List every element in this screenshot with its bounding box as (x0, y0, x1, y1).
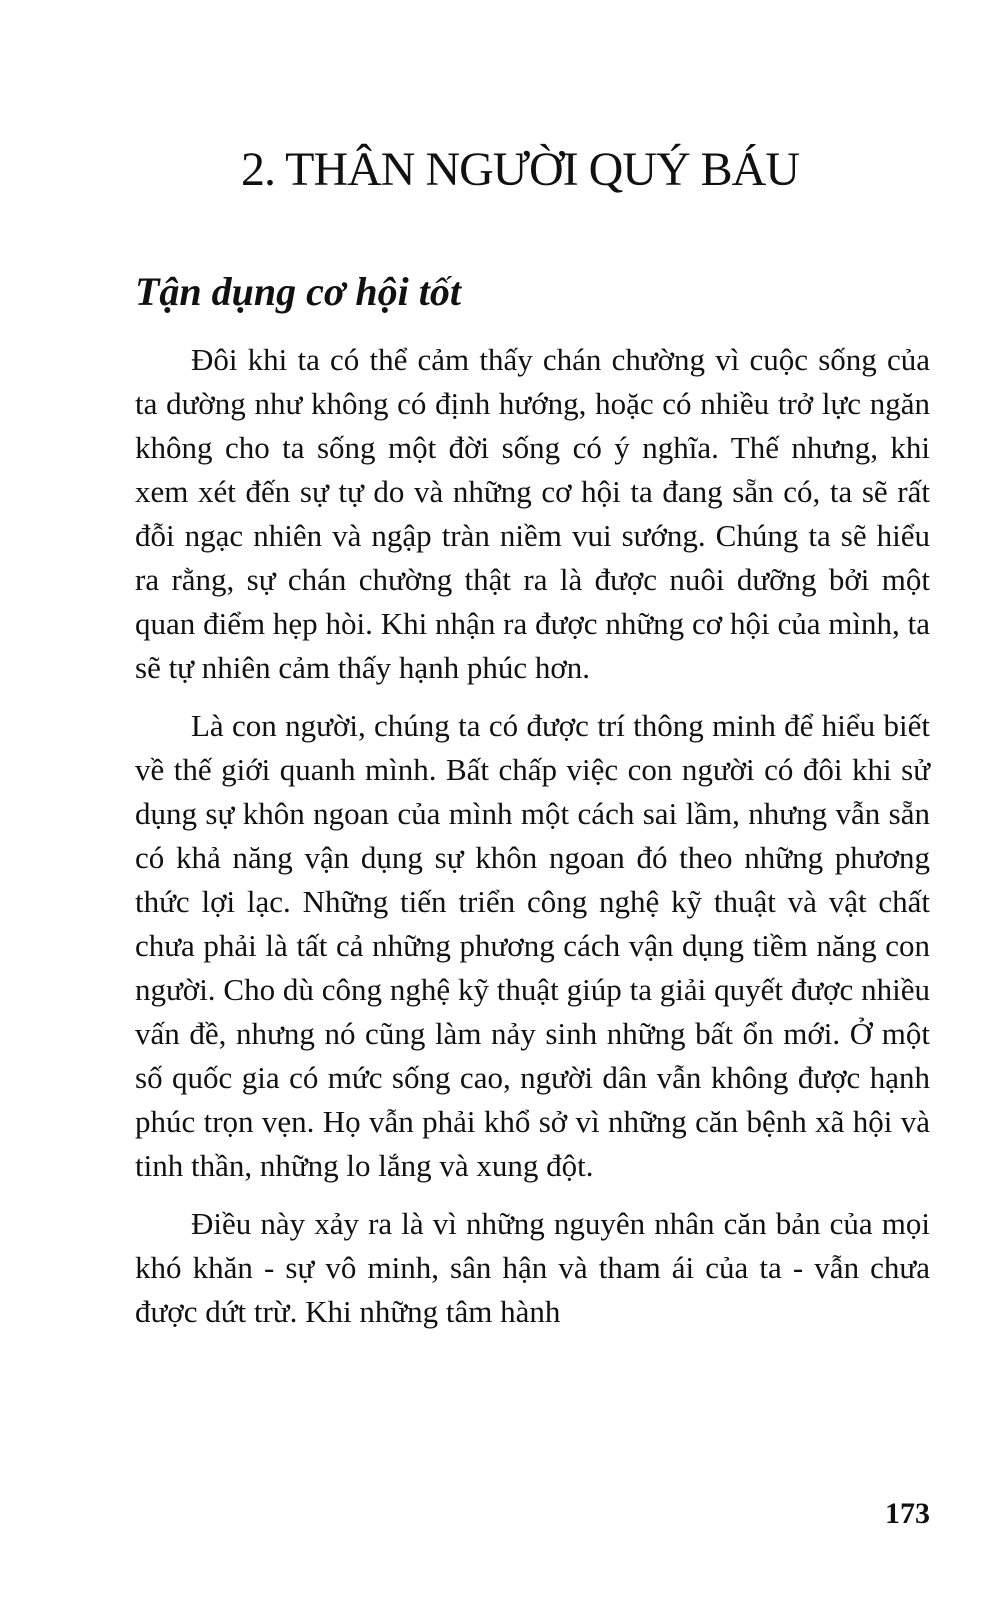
chapter-title: 2. THÂN NGƯỜI QUÝ BÁU (241, 143, 799, 196)
paragraph: Đôi khi ta có thể cảm thấy chán chường vì cuộc sống của ta dường như không có định hướng, hoặc có nhiều trở lực ngăn không cho ta sống một đời sống có ý nghĩa. Thế nhưng, khi xem xét đến sự tự do và những cơ hội ta đang sẵn có, ta sẽ rất đỗi ngạc nhiên và ngập tràn niềm vui sướng. Chúng ta sẽ hiểu ra rằng, sự chán chường thật ra là được nuôi dưỡng bởi một quan điểm hẹp hòi. Khi nhận ra được những cơ hội của mình, ta sẽ tự nhiên cảm thấy hạnh phúc hơn. (135, 342, 930, 685)
section-title: Tận dụng cơ hội tốt (135, 269, 461, 314)
page-number: 173 (885, 1497, 930, 1530)
paragraph: Điều này xảy ra là vì những nguyên nhân căn bản của mọi khó khăn - sự vô minh, sân hận và tham ái của ta - vẫn chưa được dứt trừ. Khi những tâm hành (135, 1206, 930, 1329)
body-text (135, 338, 930, 1348)
paragraph: Là con người, chúng ta có được trí thông minh để hiểu biết về thế giới quanh mình. Bất chấp việc con người có đôi khi sử dụng sự khôn ngoan của mình một cách sai lầm, nhưng vẫn sẵn có khả năng vận dụng sự khôn ngoan đó theo những phương thức lợi lạc. Những tiến triển công nghệ kỹ thuật và vật chất chưa phải là tất cả những phương cách vận dụng tiềm năng con người. Cho dù công nghệ kỹ thuật giúp ta giải quyết được nhiều vấn đề, nhưng nó cũng làm nảy sinh những bất ổn mới. Ở một số quốc gia có mức sống cao, người dân vẫn không được hạnh phúc trọn vẹn. Họ vẫn phải khổ sở vì những căn bệnh xã hội và tinh thần, những lo lắng và xung đột. (135, 708, 930, 1183)
